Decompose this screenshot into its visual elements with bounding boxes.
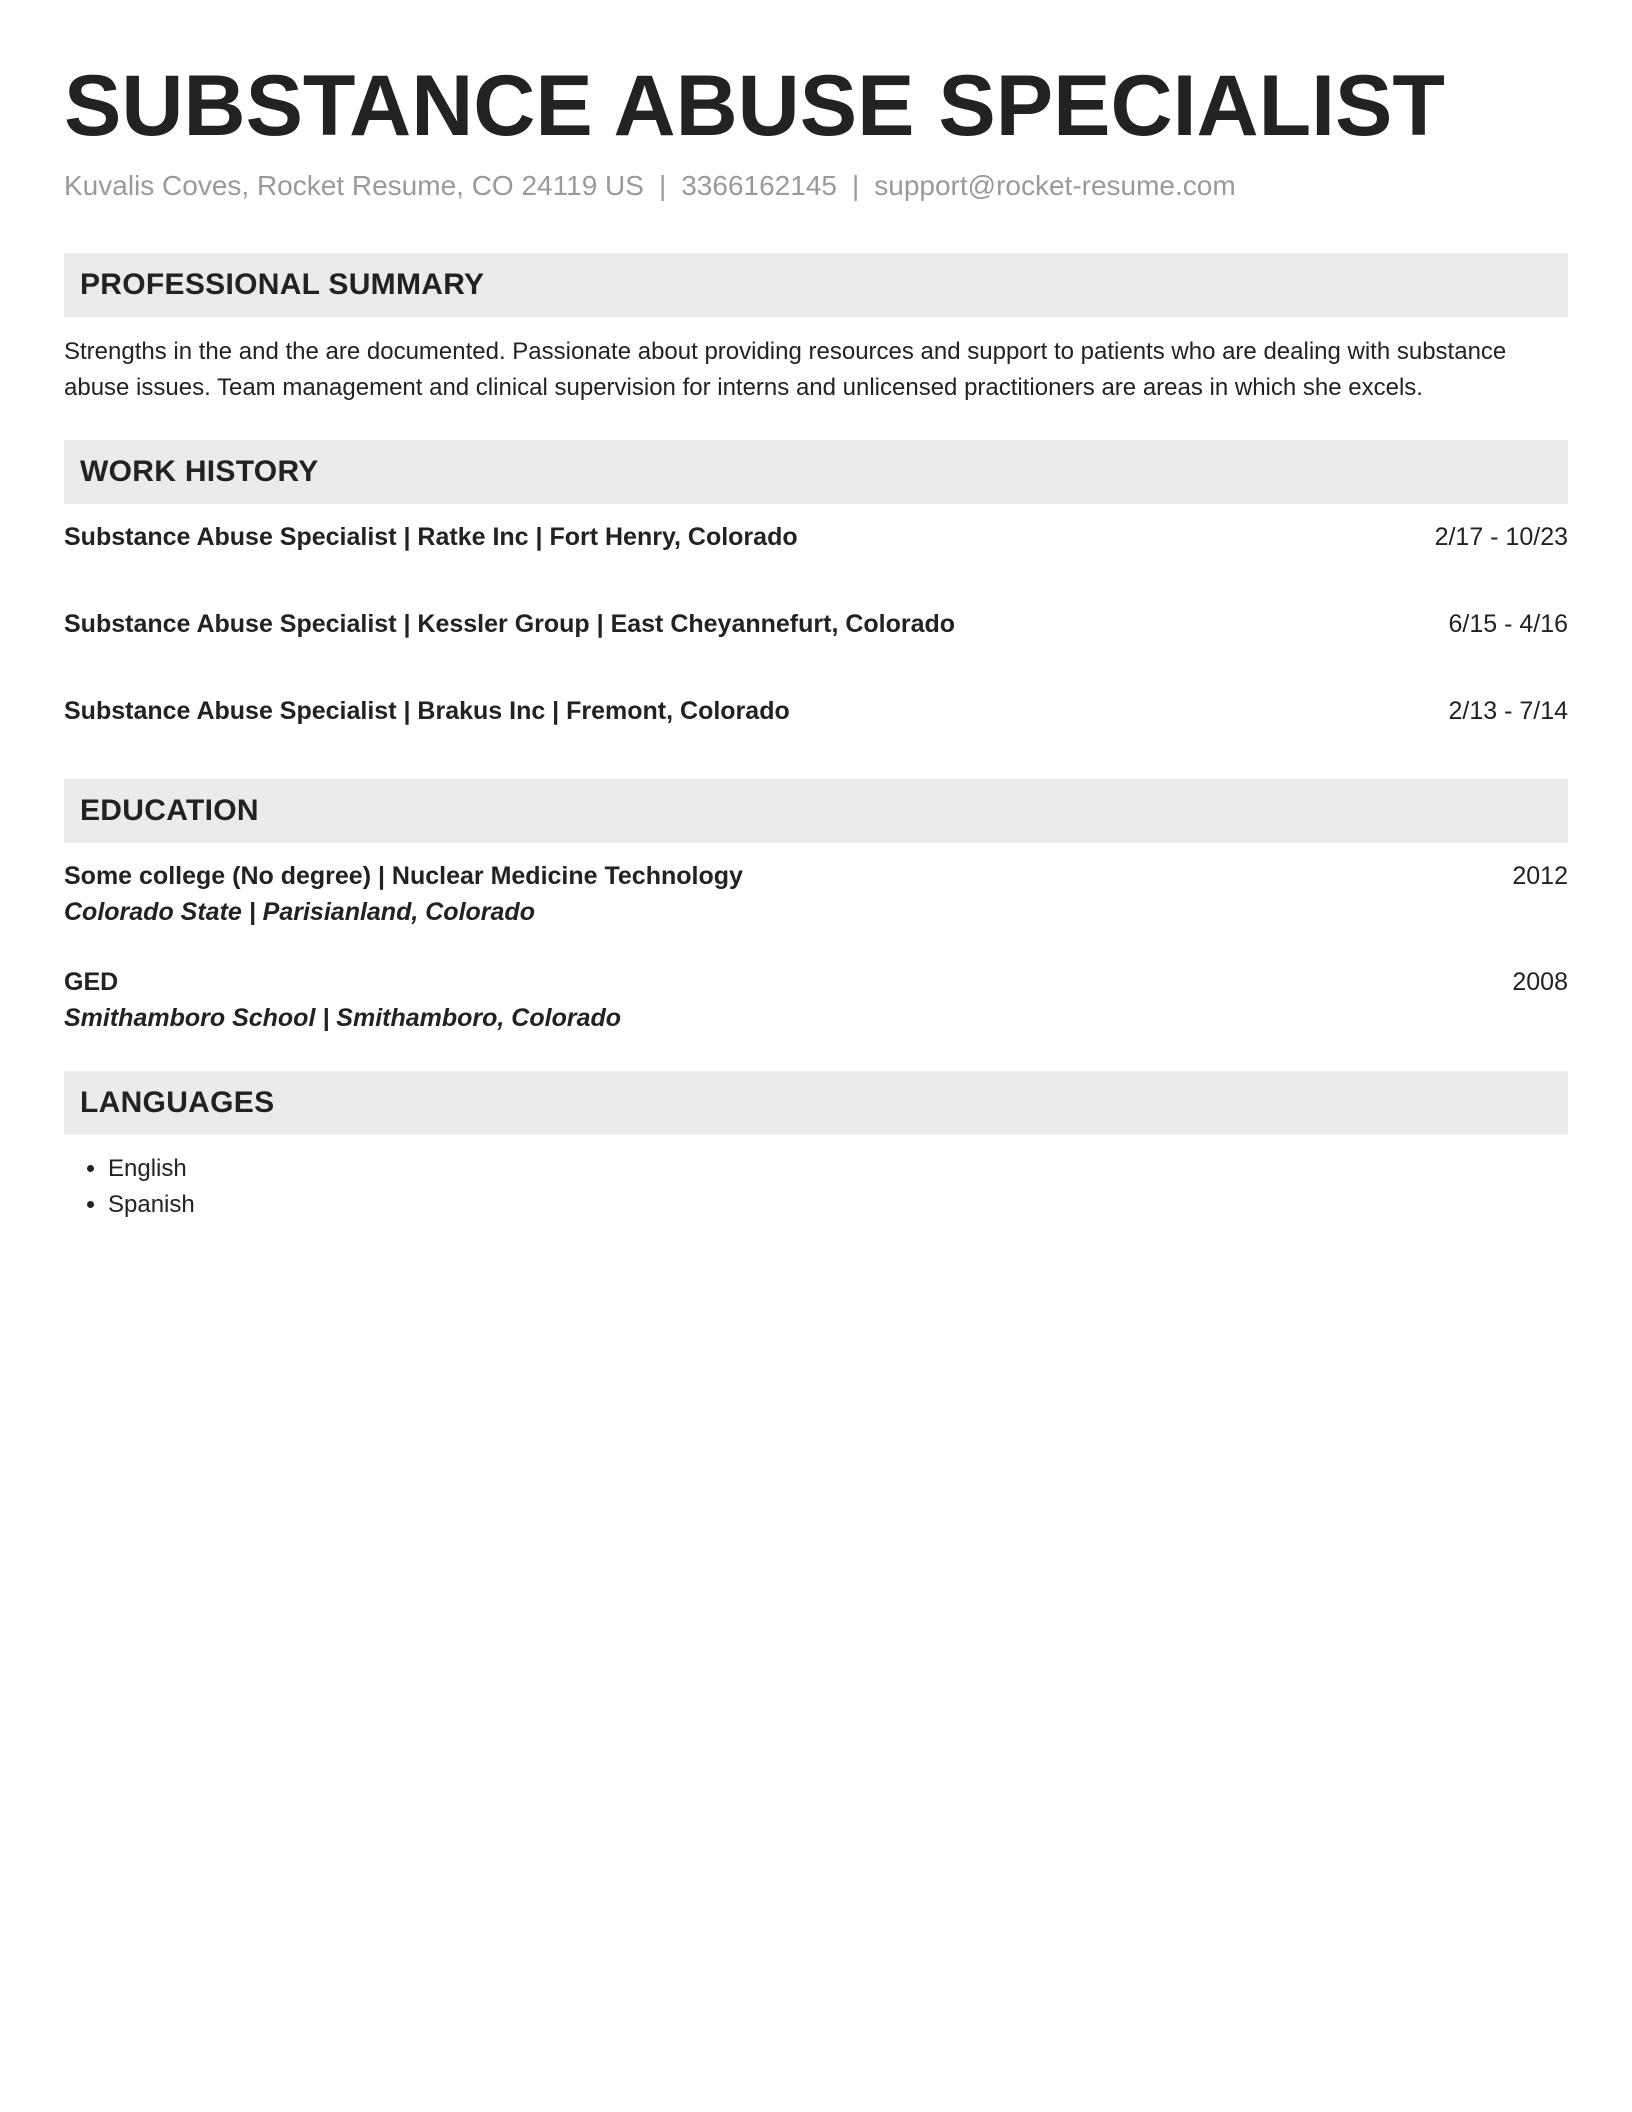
job-entry <box>64 607 1568 641</box>
education-row <box>64 965 1568 999</box>
education-school: Smithamboro School | Smithamboro, Colorado <box>64 1004 622 1032</box>
language-item: • English <box>108 1151 1568 1187</box>
section-header-work-history: WORK HISTORY <box>64 440 1568 504</box>
section-header-languages: LANGUAGES <box>64 1071 1568 1135</box>
section-header-professional-summary: PROFESSIONAL SUMMARY <box>64 253 1568 317</box>
job-title: Substance Abuse Specialist | Brakus Inc | Fremont, Colorado <box>64 697 790 725</box>
contact-address: Kuvalis Coves, Rocket Resume, CO 24119 US <box>64 170 644 201</box>
job-title: Substance Abuse Specialist | Ratke Inc | Fort Henry, Colorado <box>64 523 798 551</box>
contact-line <box>64 168 1568 204</box>
education-degree: GED <box>64 968 119 996</box>
section-header-education: EDUCATION <box>64 779 1568 843</box>
job-dates: 2/17 - 10/23 <box>1434 523 1568 551</box>
contact-phone: 3366162145 <box>681 170 837 201</box>
summary-text: Strengths in the and the are documented. Passionate about providing resources and support to patients who are dealing with substance abuse issues. Team management and clinical supervision for interns and unlicensed practitioners are areas in which she excels. <box>64 338 1507 401</box>
job-dates: 2/13 - 7/14 <box>1448 697 1568 725</box>
education-row <box>64 859 1568 893</box>
contact-separator: | <box>851 170 860 201</box>
resume-name-heading: SUBSTANCE ABUSE SPECIALIST <box>64 58 1445 154</box>
job-entry <box>64 694 1568 728</box>
languages-list <box>64 1151 1568 1223</box>
contact-separator: | <box>658 170 667 201</box>
education-school: Colorado State | Parisianland, Colorado <box>64 898 535 926</box>
education-degree: Some college (No degree) | Nuclear Medicine Technology <box>64 862 743 890</box>
education-year: 2012 <box>1512 862 1568 890</box>
language-item: • Spanish <box>108 1187 1568 1223</box>
contact-email: support@rocket-resume.com <box>874 170 1236 201</box>
job-dates: 6/15 - 4/16 <box>1448 610 1568 638</box>
education-entry <box>64 965 1568 1037</box>
education-year: 2008 <box>1512 968 1568 996</box>
job-entry <box>64 520 1568 554</box>
job-title: Substance Abuse Specialist | Kessler Group | East Cheyannefurt, Colorado <box>64 610 956 638</box>
education-entry <box>64 859 1568 931</box>
